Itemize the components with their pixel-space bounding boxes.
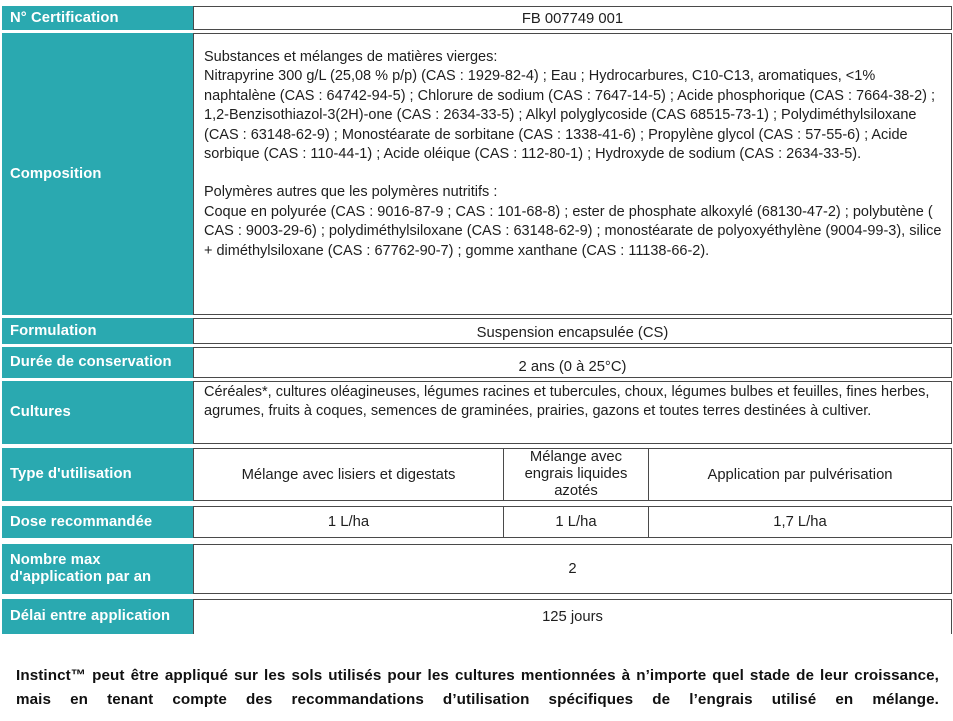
certification-table (2, 6, 952, 634)
certification-number: FB 007749 001 (193, 6, 952, 30)
usage-type-fertilizer: Mélange avec engrais liquides azotés (504, 448, 649, 501)
row-label-interval: Délai entre application (2, 599, 193, 634)
dose-spray: 1,7 L/ha (649, 506, 952, 538)
row-label-dose: Dose recommandée (2, 506, 193, 538)
composition-paragraph: Substances et mélanges de matières vierges: (204, 49, 498, 65)
row-label-composition: Composition (2, 33, 193, 315)
composition-paragraph: Polymères autres que les polymères nutritifs : (204, 184, 498, 201)
composition-paragraph: Nitrapyrine 300 g/L (25,08 % p/p) (CAS : 1929-82-4) ; Eau ; Hydrocarbures, C10-C13, aromatiques, <1% naphtalène (CAS : 64742-94-5) ; Chlorure de sodium (CAS : 7647-14-5) ; Acide phosphorique (CAS : 7664-38-2) ; 1,2-Benzisothiazol-3(2H)-one (CAS : 2634-33-5) ; Alkyl polyglycoside (CAS 68515-73-1) ; Polydiméthylsiloxane (CAS : 63148-62-9) ; Monostéarate de sorbitane (CAS : 1338-41-6) ; Propylène glycol (CAS : 57-55-6) ; Acide sorbique (CAS : 110-44-1) ; Acide oléique (CAS : 112-80-1) ; Hydroxyde de sodium (CAS : 2634-33-5). (204, 68, 936, 163)
table-row-crops (2, 381, 952, 444)
interval-value: 125 jours (193, 599, 952, 634)
table-row-interval (2, 599, 952, 634)
row-label-shelf-life: Durée de conservation (2, 347, 193, 378)
row-label-formulation: Formulation (2, 318, 193, 344)
shelf-life-value: 2 ans (0 à 25°C) (193, 347, 952, 378)
crops-value: Céréales*, cultures oléagineuses, légumes racines et tubercules, choux, légumes bulbes et feuilles, fines herbes, agrumes, fruits à coques, semences de graminées, prairies, gazons et toutes terres destinées à cultiver. (193, 381, 952, 444)
table-row-dose (2, 506, 952, 538)
table-row-formulation (2, 318, 952, 344)
row-label-certification: N° Certification (2, 6, 193, 30)
row-label-crops: Cultures (2, 381, 193, 444)
composition-paragraph: Coque en polyurée (CAS : 9016-87-9 ; CAS : 101-68-8) ; ester de phosphate alkoxylé (68130-47-2) ; polybutène ( CAS : 9003-29-6) ; polydiméthylsiloxane (CAS : 63148-62-9) ; monostéarate de polyoxyéthylène (9004-99-3), silice + diméthylsiloxane (CAS : 67762-90-7) ; gomme xanthane (CAS : 11138-66-2). (204, 203, 942, 259)
formulation-value: Suspension encapsulée (CS) (193, 318, 952, 344)
table-row-certification (2, 6, 952, 30)
table-row-usage-type (2, 448, 952, 501)
dose-fertilizer: 1 L/ha (504, 506, 649, 538)
table-row-composition (2, 33, 952, 315)
row-label-usage-type: Type d'utilisation (2, 448, 193, 501)
usage-footnote: Instinct™ peut être appliqué sur les sols utilisés pour les cultures mentionnées à n’importe quel stade de leur croissance, mais en tenant compte des recommandations d’utilisation spécifiques de l’engrais utilisé en mélange. (16, 667, 939, 708)
max-applications-value: 2 (193, 544, 952, 594)
table-row-shelf-life (2, 347, 952, 378)
usage-type-slurry: Mélange avec lisiers et digestats (193, 448, 504, 501)
dose-slurry: 1 L/ha (193, 506, 504, 538)
table-row-max-applications (2, 544, 952, 594)
row-label-max-applications: Nombre max d'application par an (2, 544, 193, 594)
composition-text (193, 33, 952, 315)
usage-type-spray: Application par pulvérisation (649, 448, 952, 501)
